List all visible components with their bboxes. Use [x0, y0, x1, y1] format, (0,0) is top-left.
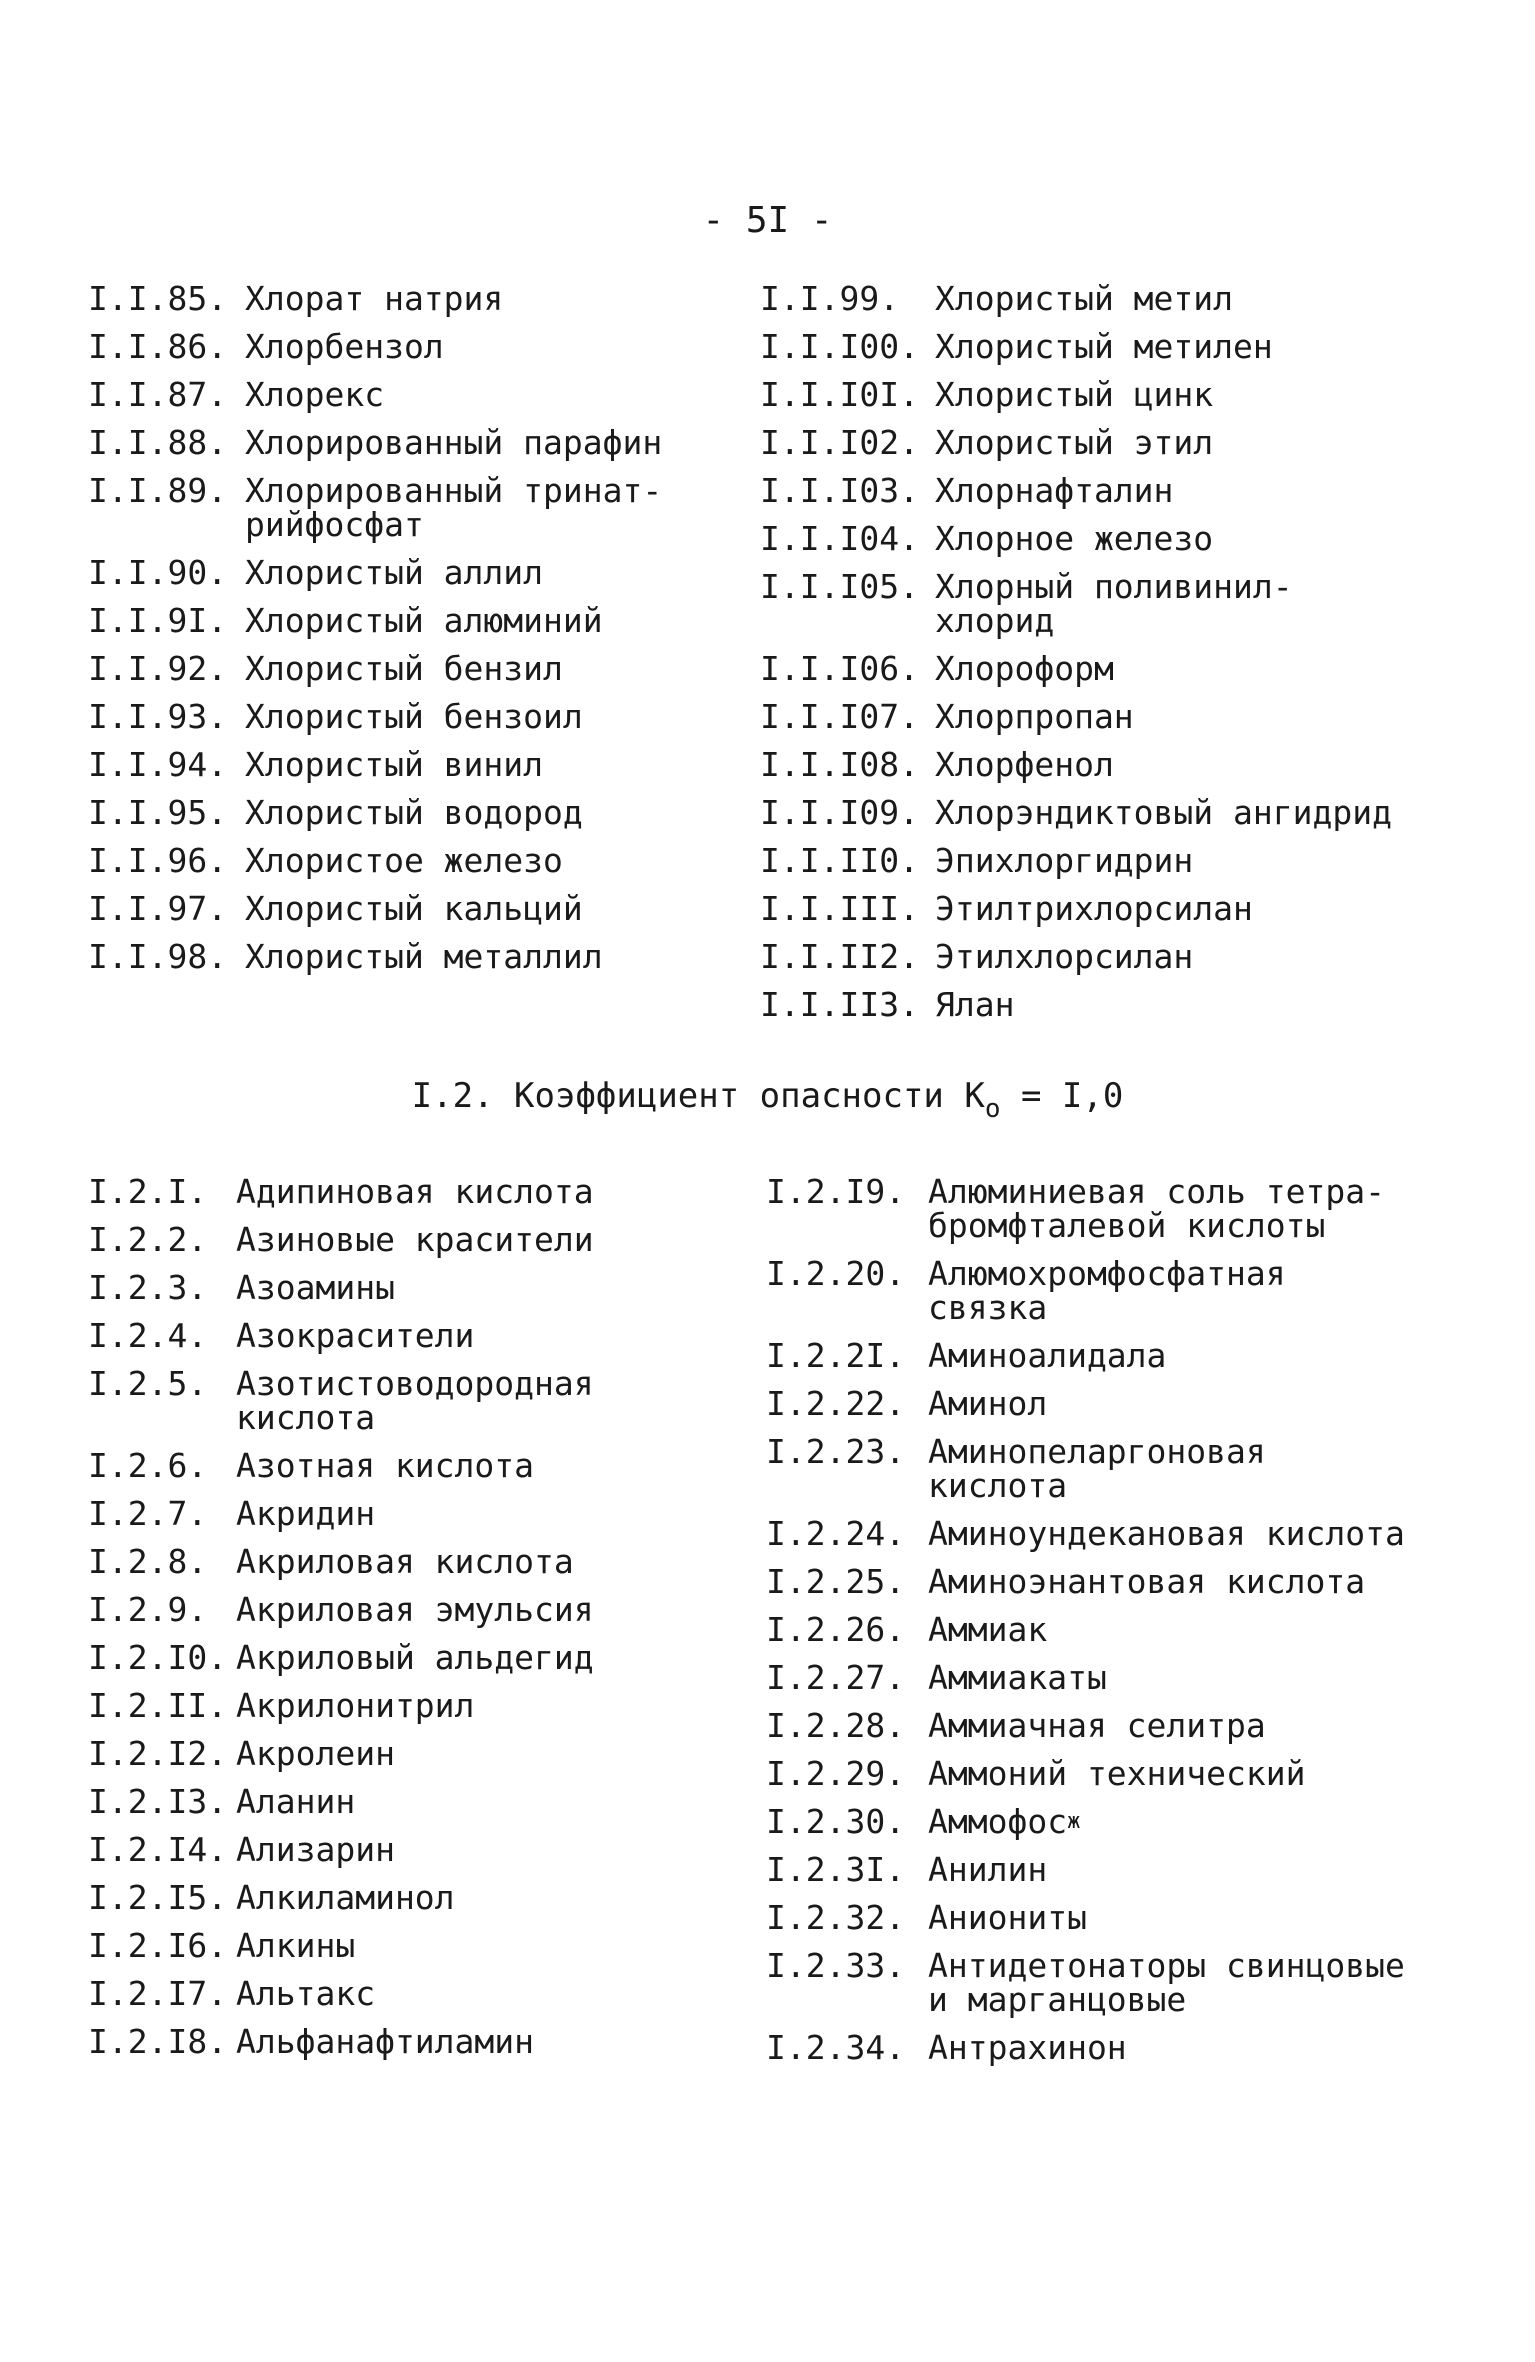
item-name: Акриловая кислота — [236, 1542, 574, 1581]
page-number: - 5I - — [702, 200, 833, 241]
item-name: Аммиачная селитра — [928, 1706, 1266, 1745]
item-number: I.2.8. — [88, 1542, 208, 1581]
item-name: Аминоундекановая кислота — [928, 1514, 1405, 1553]
list-top-right — [760, 279, 1460, 1036]
item-name: Этилхлорсилан — [935, 937, 1194, 976]
list-bottom-right — [766, 1172, 1466, 2079]
item-number: I.2.6. — [88, 1446, 208, 1485]
item-name: Хлорекс — [245, 375, 385, 414]
item-number: I.I.94. — [88, 745, 228, 784]
item-number: I.2.7. — [88, 1494, 208, 1533]
list-item — [766, 1336, 1466, 1375]
item-number: I.I.85. — [88, 279, 228, 318]
list-item — [88, 1590, 748, 1629]
item-name: Хлористый кальций — [245, 889, 583, 928]
item-name: Аммоний технический — [928, 1754, 1306, 1793]
list-item — [766, 1562, 1466, 1601]
item-number: I.I.88. — [88, 423, 228, 462]
item-number: I.I.II2. — [760, 937, 919, 976]
list-item — [766, 1898, 1466, 1937]
item-number: I.I.99. — [760, 279, 900, 318]
item-name: Хлорат натрия — [245, 279, 504, 318]
item-number: I.I.I00. — [760, 327, 919, 366]
list-item — [88, 553, 728, 592]
item-number: I.2.24. — [766, 1514, 906, 1553]
item-name: Азотистоводородная кислота — [236, 1364, 594, 1437]
item-number: I.2.I3. — [88, 1782, 228, 1821]
item-name: Аминопеларгоновая кислота — [928, 1432, 1266, 1505]
item-name: Хлористое железо — [245, 841, 563, 880]
item-name: Алюминиевая соль тетра- бромфталевой кислоты — [928, 1172, 1385, 1245]
item-name: Азоамины — [236, 1268, 395, 1307]
item-name: Хлорированный тринат- рийфосфат — [245, 471, 663, 544]
item-number: I.2.2I. — [766, 1336, 906, 1375]
item-number: I.2.I. — [88, 1172, 208, 1211]
list-item — [766, 1254, 1466, 1327]
list-top-left — [88, 279, 728, 988]
list-item — [88, 793, 728, 832]
list-item — [760, 327, 1460, 366]
section-value: = I,0 — [1020, 1076, 1124, 1116]
item-number: I.2.I0. — [88, 1638, 228, 1677]
item-number: I.2.25. — [766, 1562, 906, 1601]
item-number: I.2.5. — [88, 1364, 208, 1403]
item-name: Хлористый метил — [935, 279, 1234, 318]
item-name: Антидетонаторы свинцовые и марганцовые — [928, 1946, 1405, 2019]
list-bottom-left — [88, 1172, 748, 2073]
item-number: I.I.98. — [88, 937, 228, 976]
item-name: Аммиак — [928, 1610, 1048, 1649]
item-number: I.2.I6. — [88, 1926, 228, 1965]
item-number: I.2.4. — [88, 1316, 208, 1355]
item-number: I.2.33. — [766, 1946, 906, 1985]
item-number: I.2.I5. — [88, 1878, 228, 1917]
item-number: I.2.3. — [88, 1268, 208, 1307]
item-number: I.2.3I. — [766, 1850, 906, 1889]
item-number: I.2.9. — [88, 1590, 208, 1629]
item-name: Алкины — [236, 1926, 356, 1965]
item-name: Хлористый этил — [935, 423, 1214, 462]
item-name: Хлорное железо — [935, 519, 1214, 558]
item-number: I.2.27. — [766, 1658, 906, 1697]
list-item — [766, 1706, 1466, 1745]
item-name: Антрахинон — [928, 2028, 1127, 2067]
item-number: I.I.90. — [88, 553, 228, 592]
item-number: I.2.I9. — [766, 1172, 906, 1211]
item-number: I.2.26. — [766, 1610, 906, 1649]
item-name: Аминоэнантовая кислота — [928, 1562, 1366, 1601]
list-item — [88, 937, 728, 976]
item-number: I.I.97. — [88, 889, 228, 928]
item-name: Хлорный поливинил- хлорид — [935, 567, 1293, 640]
list-item — [766, 1754, 1466, 1793]
item-name: Анилин — [928, 1850, 1048, 1889]
item-name: Хлористый цинк — [935, 375, 1214, 414]
item-name: Хлористый бензил — [245, 649, 563, 688]
list-item — [760, 841, 1460, 880]
item-number: I.2.28. — [766, 1706, 906, 1745]
item-number: I.I.9I. — [88, 601, 228, 640]
section-title: Коэффициент опасности К — [514, 1076, 985, 1116]
item-name: Аминоалидала — [928, 1336, 1167, 1375]
item-name: Хлорбензол — [245, 327, 444, 366]
item-number: I.2.32. — [766, 1898, 906, 1937]
item-number: I.I.I07. — [760, 697, 919, 736]
list-item — [88, 279, 728, 318]
list-item — [88, 1686, 748, 1725]
item-number: I.I.95. — [88, 793, 228, 832]
item-name: Хлористый металлил — [245, 937, 603, 976]
item-number: I.I.II3. — [760, 985, 919, 1024]
list-item — [766, 1610, 1466, 1649]
item-number: I.2.I4. — [88, 1830, 228, 1869]
item-number: I.2.I8. — [88, 2022, 228, 2061]
list-item — [88, 1268, 748, 1307]
list-item — [88, 1878, 748, 1917]
item-name: Акролеин — [236, 1734, 395, 1773]
list-item — [760, 423, 1460, 462]
item-number: I.I.I08. — [760, 745, 919, 784]
item-number: I.I.93. — [88, 697, 228, 736]
list-item — [766, 2028, 1466, 2067]
list-item — [760, 519, 1460, 558]
list-item — [766, 1172, 1466, 1245]
list-item — [88, 889, 728, 928]
section-number: I.2. — [411, 1076, 494, 1116]
list-item — [88, 423, 728, 462]
item-number: I.I.III. — [760, 889, 919, 928]
item-name: Хлорнафталин — [935, 471, 1174, 510]
item-name: Эпихлоргидрин — [935, 841, 1194, 880]
item-number: I.I.92. — [88, 649, 228, 688]
list-item — [760, 793, 1460, 832]
list-item — [760, 937, 1460, 976]
list-item — [88, 1782, 748, 1821]
list-item — [88, 601, 728, 640]
list-item — [760, 375, 1460, 414]
list-item — [88, 1734, 748, 1773]
list-item — [88, 1494, 748, 1533]
item-number: I.I.89. — [88, 471, 228, 510]
item-number: I.2.23. — [766, 1432, 906, 1471]
item-name: Хлорфенол — [935, 745, 1114, 784]
item-name: Хлористый винил — [245, 745, 544, 784]
list-item — [88, 1364, 748, 1437]
item-name: Альтакс — [236, 1974, 376, 2013]
section-heading — [0, 1076, 1535, 1124]
list-item — [88, 327, 728, 366]
item-number: I.I.87. — [88, 375, 228, 414]
list-item — [760, 471, 1460, 510]
item-name: Хлористый метилен — [935, 327, 1273, 366]
item-name: Хлорпропан — [935, 697, 1134, 736]
item-name: Акриловая эмульсия — [236, 1590, 594, 1629]
list-item — [88, 1542, 748, 1581]
item-name: Хлористый водород — [245, 793, 583, 832]
list-item — [88, 2022, 748, 2061]
list-item — [766, 1514, 1466, 1553]
item-number: I.2.29. — [766, 1754, 906, 1793]
list-item — [88, 697, 728, 736]
item-name: Алюмохромфосфатная связка — [928, 1254, 1286, 1327]
item-number: I.2.34. — [766, 2028, 906, 2067]
item-name: Хлористый бензоил — [245, 697, 583, 736]
item-number: I.2.2. — [88, 1220, 208, 1259]
item-name: Ализарин — [236, 1830, 395, 1869]
list-item — [88, 1926, 748, 1965]
list-item — [766, 1802, 1466, 1841]
item-name: Аниониты — [928, 1898, 1087, 1937]
list-item — [88, 375, 728, 414]
item-number: I.I.I04. — [760, 519, 919, 558]
item-number: I.I.I05. — [760, 567, 919, 606]
item-name: Аланин — [236, 1782, 356, 1821]
list-item — [760, 889, 1460, 928]
list-item — [766, 1946, 1466, 2019]
item-name: Этилтрихлорсилан — [935, 889, 1253, 928]
item-number: I.I.I06. — [760, 649, 919, 688]
item-name: Аммофос — [928, 1802, 1068, 1841]
item-name: Альфанафтиламин — [236, 2022, 535, 2061]
item-name: Азиновые красители — [236, 1220, 594, 1259]
item-name: Ялан — [935, 985, 1015, 1024]
list-item — [88, 1220, 748, 1259]
item-number: I.2.II. — [88, 1686, 228, 1725]
list-item — [760, 567, 1460, 640]
footnote-mark: ж — [1067, 1809, 1081, 1834]
list-item — [760, 745, 1460, 784]
list-item — [88, 1172, 748, 1211]
list-item — [88, 471, 728, 544]
list-item — [760, 279, 1460, 318]
list-item — [88, 1830, 748, 1869]
item-name: Акриловый альдегид — [236, 1638, 594, 1677]
item-number: I.2.20. — [766, 1254, 906, 1293]
list-item — [88, 1974, 748, 2013]
item-number: I.2.I2. — [88, 1734, 228, 1773]
item-name: Акрилонитрил — [236, 1686, 475, 1725]
item-number: I.I.II0. — [760, 841, 919, 880]
item-number: I.I.I02. — [760, 423, 919, 462]
list-item — [88, 841, 728, 880]
item-name: Азотная кислота — [236, 1446, 535, 1485]
item-number: I.I.86. — [88, 327, 228, 366]
list-item — [766, 1384, 1466, 1423]
item-name: Алкиламинол — [236, 1878, 455, 1917]
list-item — [766, 1850, 1466, 1889]
item-name: Хлористый аллил — [245, 553, 544, 592]
item-name: Адипиновая кислота — [236, 1172, 594, 1211]
list-item — [88, 1316, 748, 1355]
list-item — [88, 1446, 748, 1485]
item-number: I.I.I09. — [760, 793, 919, 832]
list-item — [760, 697, 1460, 736]
item-name: Акридин — [236, 1494, 376, 1533]
item-number: I.I.I0I. — [760, 375, 919, 414]
item-number: I.2.I7. — [88, 1974, 228, 2013]
list-item — [88, 649, 728, 688]
item-number: I.2.22. — [766, 1384, 906, 1423]
list-item — [760, 985, 1460, 1024]
item-name: Аминол — [928, 1384, 1048, 1423]
list-item — [760, 649, 1460, 688]
list-item — [88, 745, 728, 784]
item-number: I.2.30. — [766, 1802, 906, 1841]
section-subscript: о — [984, 1094, 1001, 1124]
item-name: Азокрасители — [236, 1316, 475, 1355]
item-name: Хлористый алюминий — [245, 601, 603, 640]
item-name: Хлорированный парафин — [245, 423, 663, 462]
item-name: Хлороформ — [935, 649, 1114, 688]
item-number: I.I.I03. — [760, 471, 919, 510]
list-item — [766, 1432, 1466, 1505]
list-item — [766, 1658, 1466, 1697]
list-item — [88, 1638, 748, 1677]
item-name: Аммиакаты — [928, 1658, 1107, 1697]
item-number: I.I.96. — [88, 841, 228, 880]
item-name: Хлорэндиктовый ангидрид — [935, 793, 1392, 832]
